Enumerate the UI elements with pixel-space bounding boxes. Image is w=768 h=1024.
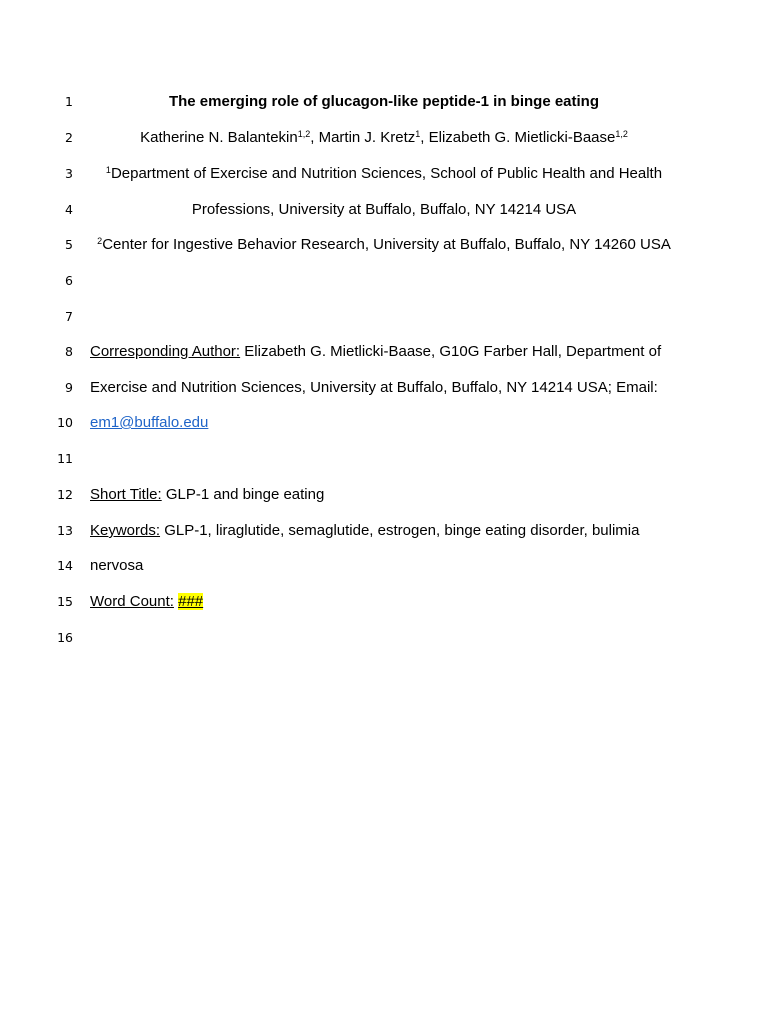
line-7 bbox=[0, 305, 768, 329]
line-3 bbox=[0, 162, 768, 186]
line-1 bbox=[0, 90, 768, 114]
line-11 bbox=[0, 447, 768, 471]
line-number: 9 bbox=[65, 380, 73, 395]
author-name: Martin J. Kretz bbox=[318, 129, 416, 146]
author-list bbox=[90, 126, 678, 150]
corresponding-author-text: Elizabeth G. Mietlicki-Baase, G10G Farber Hall, Department of bbox=[240, 343, 662, 360]
line-number: 14 bbox=[57, 558, 73, 573]
affiliation-text: Department of Exercise and Nutrition Sciences, School of Public Health and Health bbox=[110, 165, 663, 182]
line-number: 12 bbox=[57, 487, 73, 502]
line-12 bbox=[0, 483, 768, 507]
keywords-continued: nervosa bbox=[90, 557, 144, 574]
line-4 bbox=[0, 198, 768, 222]
affiliation-1 bbox=[90, 162, 678, 186]
author-name: Elizabeth G. Mietlicki-Baase bbox=[428, 129, 616, 146]
keywords-label: Keywords: bbox=[90, 522, 161, 539]
line-13 bbox=[0, 519, 768, 543]
line-9 bbox=[0, 376, 768, 400]
author-affiliation-mark: 1,2 bbox=[615, 129, 628, 139]
author-name: Katherine N. Balantekin bbox=[140, 129, 298, 146]
line-6 bbox=[0, 269, 768, 293]
affiliation-2 bbox=[90, 233, 678, 257]
line-number: 16 bbox=[57, 630, 73, 645]
email-link[interactable]: em1@buffalo.edu bbox=[90, 414, 209, 431]
line-5 bbox=[0, 233, 768, 257]
corresponding-author-continued: Exercise and Nutrition Sciences, University at Buffalo, Buffalo, NY 14214 USA; Email: bbox=[90, 379, 658, 396]
line-15 bbox=[0, 590, 768, 614]
short-title bbox=[90, 483, 678, 507]
line-number: 7 bbox=[65, 309, 73, 324]
line-number: 11 bbox=[57, 451, 73, 466]
line-number: 4 bbox=[65, 202, 73, 217]
affiliation-mark: 2 bbox=[97, 236, 103, 246]
corresponding-author bbox=[90, 340, 678, 364]
keywords bbox=[90, 519, 678, 543]
paper-title: The emerging role of glucagon-like peptide-1 in binge eating bbox=[168, 93, 600, 110]
affiliation-mark: 1 bbox=[105, 165, 111, 175]
line-number: 5 bbox=[65, 237, 73, 252]
corresponding-author-label: Corresponding Author: bbox=[90, 343, 241, 360]
line-number: 6 bbox=[65, 273, 73, 288]
keywords-value: GLP-1, liraglutide, semaglutide, estrogen, binge eating disorder, bulimia bbox=[160, 522, 640, 539]
line-number: 10 bbox=[57, 415, 73, 430]
line-number: 8 bbox=[65, 344, 73, 359]
line-14 bbox=[0, 554, 768, 578]
line-number: 1 bbox=[65, 94, 73, 109]
affiliation-1-continued: Professions, University at Buffalo, Buffalo, NY 14214 USA bbox=[191, 201, 577, 218]
word-count-value: ### bbox=[178, 593, 204, 610]
line-number: 13 bbox=[57, 523, 73, 538]
affiliation-text: Center for Ingestive Behavior Research, University at Buffalo, Buffalo, NY 14260 USA bbox=[102, 236, 671, 253]
word-count-label: Word Count: bbox=[90, 593, 174, 610]
author-affiliation-mark: 1,2 bbox=[297, 129, 311, 139]
line-10 bbox=[0, 411, 768, 435]
short-title-value: GLP-1 and binge eating bbox=[161, 486, 325, 503]
line-16 bbox=[0, 626, 768, 650]
email-container bbox=[90, 411, 678, 435]
author-separator: , bbox=[310, 129, 319, 146]
short-title-label: Short Title: bbox=[90, 486, 162, 503]
word-count bbox=[90, 590, 678, 614]
author-separator: , bbox=[420, 129, 429, 146]
author-affiliation-mark: 1 bbox=[415, 129, 421, 139]
line-2 bbox=[0, 126, 768, 150]
line-number: 2 bbox=[65, 130, 73, 145]
line-number: 3 bbox=[65, 166, 73, 181]
line-number: 15 bbox=[57, 594, 73, 609]
line-8 bbox=[0, 340, 768, 364]
